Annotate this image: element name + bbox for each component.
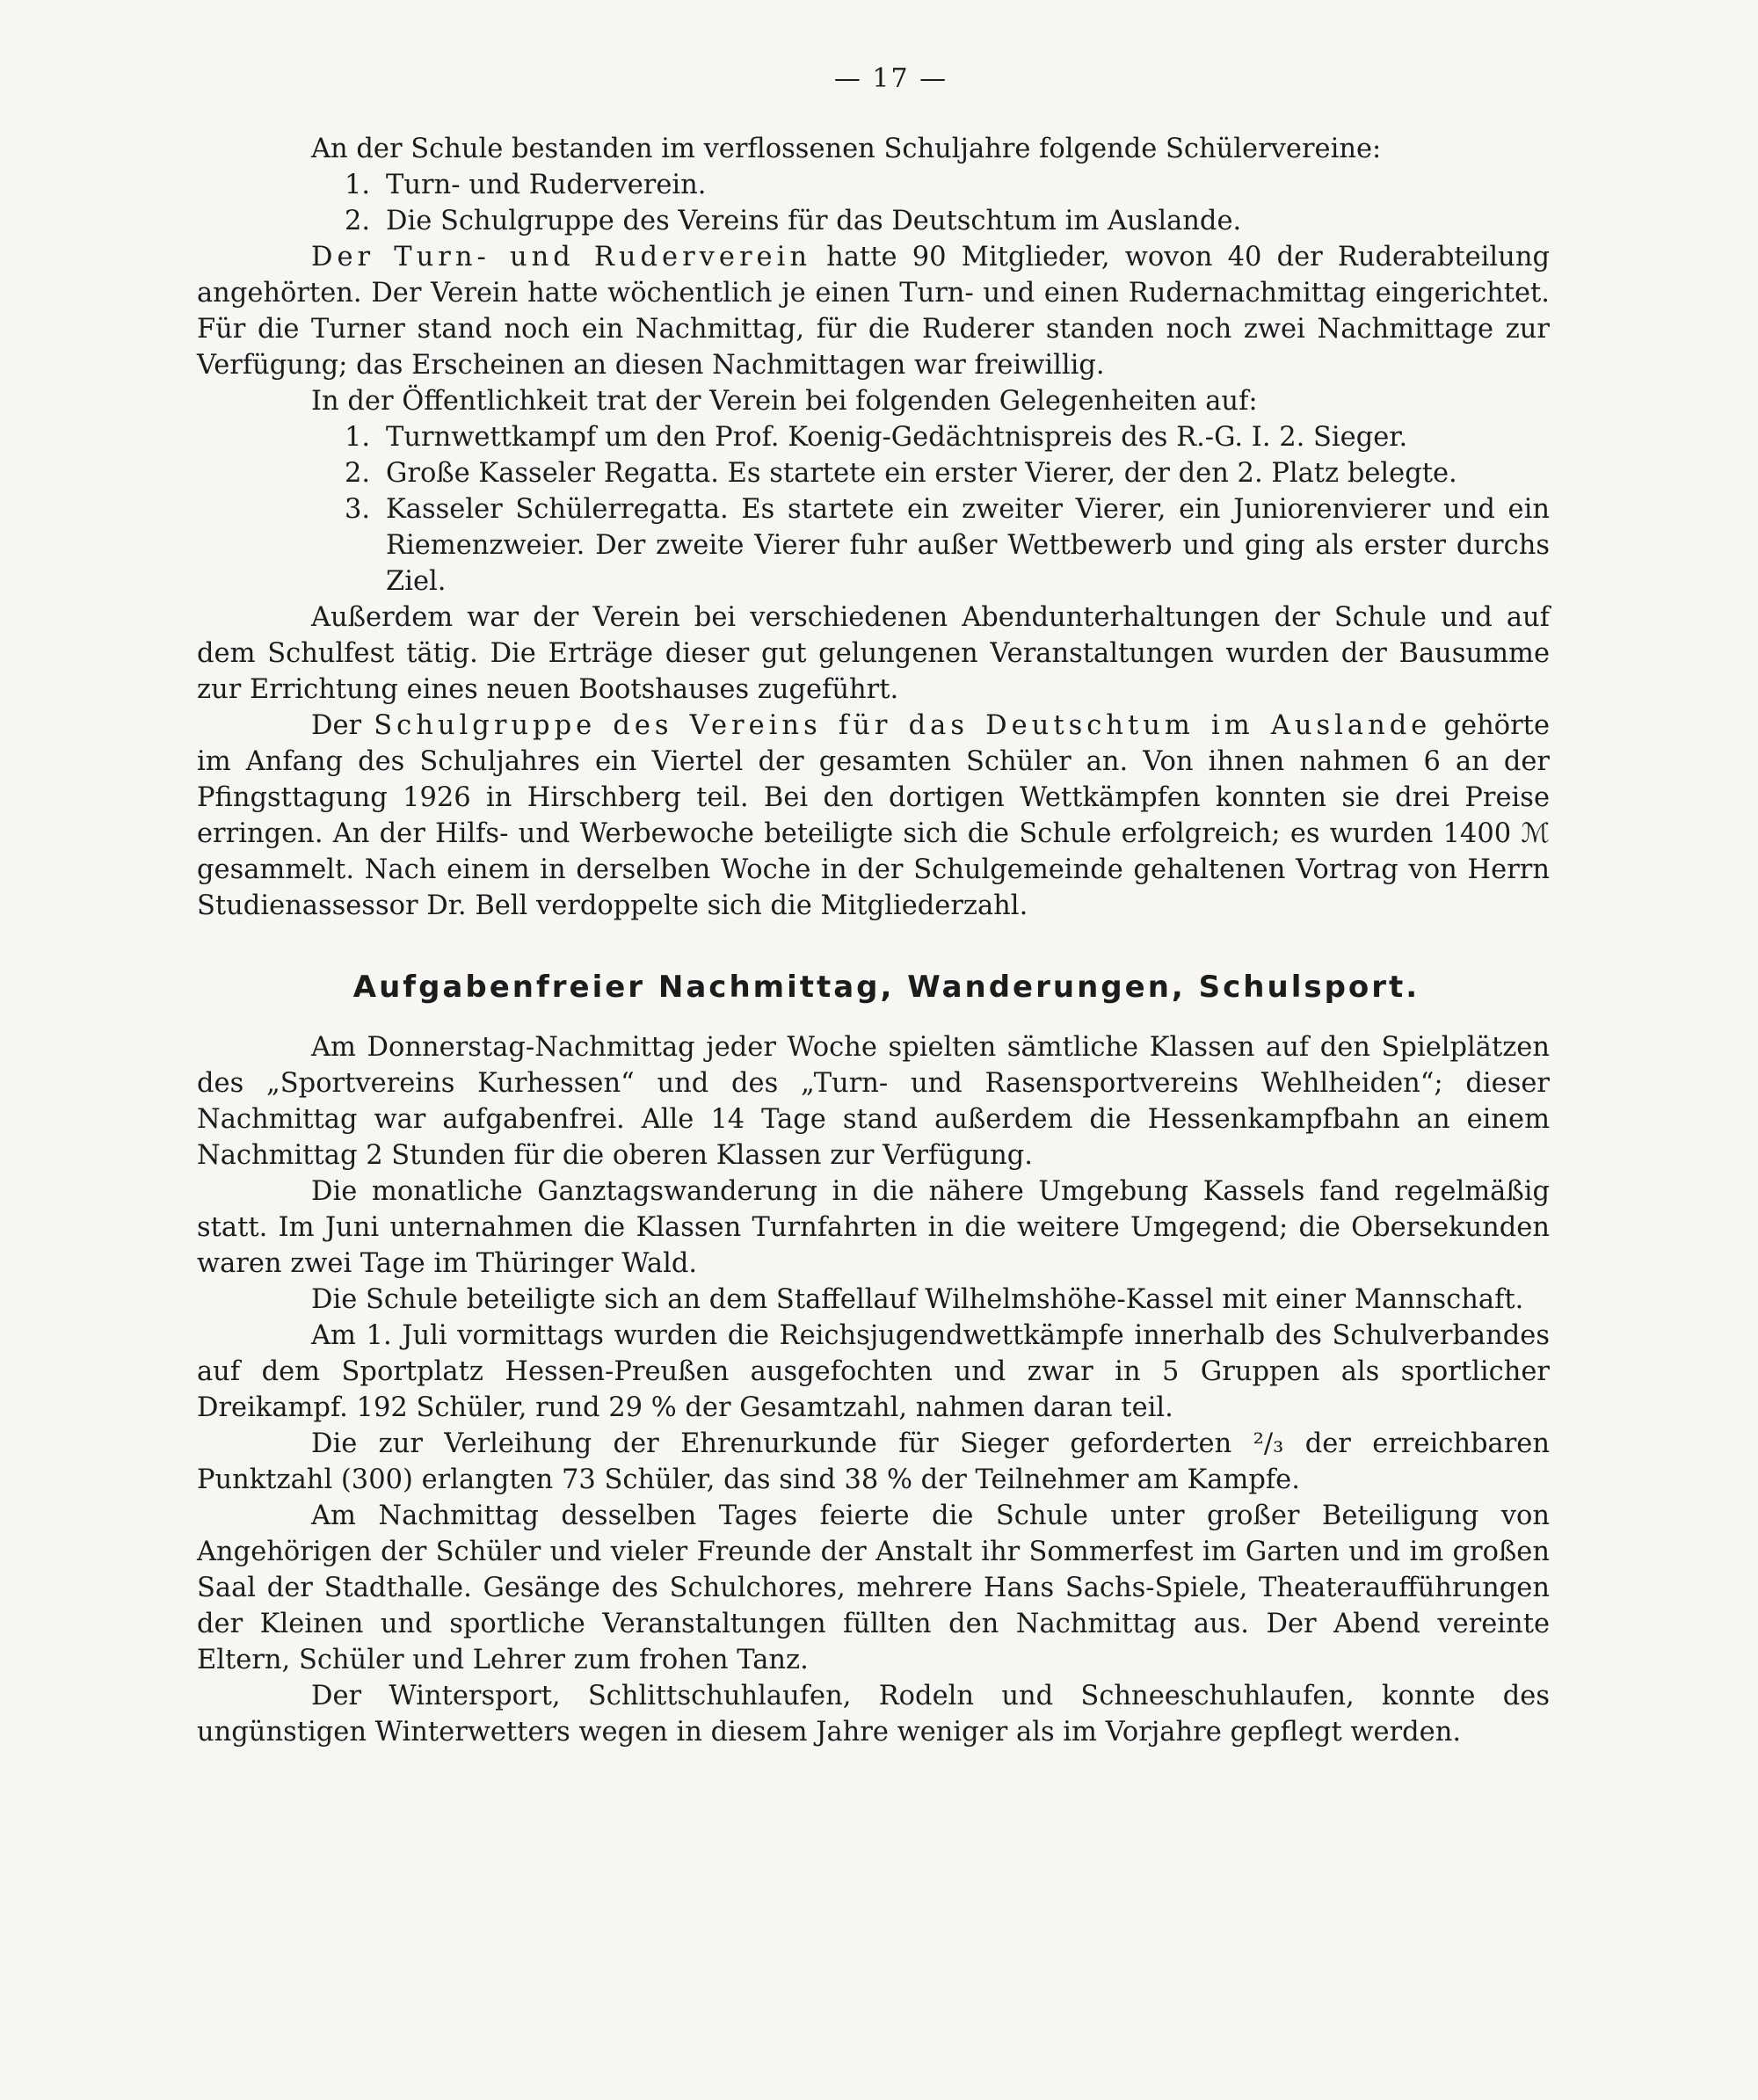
list-number: 2. [345,206,371,236]
schulgruppe-name: Schulgruppe des Vereins für das Deutschtum im Auslande [374,710,1432,741]
sport-paragraph: Am Nachmittag desselben Tages feierte die Schule unter großer Beteiligung von Angehörigen der Schüler und vieler Freunde der Anstalt ihr Sommerfest im Garten und im großen Saal der Stadthalle. Gesänge des Schulchores, mehrere Hans Sachs-Spiele, Theateraufführungen der Kleinen und sportliche Veranstaltungen füllten den Nachmittag aus. Der Abend vereinte Eltern, Schüler und Lehrer zum frohen Tanz. [197,1501,1550,1675]
list-text: Große Kasseler Regatta. Es startete ein erster Vierer, der den 2. Platz belegte. [386,458,1457,489]
sport-paragraph: Die zur Verleihung der Ehrenurkunde für Sieger geforderten ²/₃ der erreichbaren Punktzahl (300) erlangten 73 Schüler, das sind 38 % der Teilnehmer am Kampfe. [197,1428,1550,1495]
sport-paragraph: Am 1. Juli vormittags wurden die Reichsjugendwettkämpfe innerhalb des Schulverbandes auf dem Sportplatz Hessen-Preußen ausgefochten und zwar in 5 Gruppen als sportlicher Dreikampf. 192 Schüler, rund 29 % der Gesamtzahl, nahmen daran teil. [197,1320,1550,1423]
list-item [197,491,1550,599]
page-number: — 17 — [833,63,948,94]
schulgruppe-text: gehörte im Anfang des Schuljahres ein Viertel der gesamten Schüler an. Von ihnen nahmen 6 an der Pfingsttagung 1926 in Hirschberg teil. Bei den dortigen Wettkämpfen konnten sie drei Preise erringen. An der Hilfs- und Werbewoche beteiligte sich die Schule erfolgreich; es wurden 1400 ℳ gesammelt. Nach einem in derselben Woche in der Schulgemeinde gehaltenen Vortrag von Herrn Studienassessor Dr. Bell verdoppelte sich die Mitgliederzahl. [197,710,1550,921]
public-paragraph: In der Öffentlichkeit trat der Verein bei folgenden Gelegenheiten auf: [311,386,1258,417]
intro-paragraph: An der Schule bestanden im verflossenen Schuljahre folgende Schülervereine: [311,134,1382,164]
list-text: Turnwettkampf um den Prof. Koenig-Gedächtnispreis des R.-G. I. 2. Sieger. [386,422,1408,453]
schulgruppe-paragraph [197,708,1550,924]
ausserdem-paragraph: Außerdem war der Verein bei verschiedenen Abendunterhaltungen der Schule und auf dem Schulfest tätig. Die Erträge dieser gut gelungenen Veranstaltungen wurden der Bausumme zur Errichtung eines neuen Bootshauses zugeführt. [197,602,1550,705]
events-list [197,419,1550,599]
sport-paragraph: Der Wintersport, Schlittschuhlaufen, Rodeln und Schneeschuhlaufen, konnte des ungünstigen Winterwetters wegen in diesem Jahre weniger als im Vorjahre gepflegt werden. [197,1681,1550,1748]
list-text: Turn- und Ruderverein. [386,170,707,200]
list-item [197,455,1550,491]
schulgruppe-lead: Der [311,710,374,741]
list-item [197,419,1550,455]
list-text: Die Schulgruppe des Vereins für das Deutschtum im Auslande. [386,206,1242,236]
list-number: 3. [345,494,371,525]
sport-paragraph: Am Donnerstag-Nachmittag jeder Woche spielten sämtliche Klassen auf den Spielplätzen des „Sportvereins Kurhessen“ und des „Turn- und Rasensportvereins Wehlheiden“; dieser Nachmittag war aufgabenfrei. Alle 14 Tage stand außerdem die Hessenkampfbahn an einem Nachmittag 2 Stunden für die oberen Klassen zur Verfügung. [197,1032,1550,1171]
sport-paragraph: Die monatliche Ganztagswanderung in die nähere Umgebung Kassels fand regelmäßig statt. Im Juni unternahmen die Klassen Turnfahrten in die weitere Umgegend; die Obersekunden waren zwei Tage im Thüringer Wald. [197,1176,1550,1279]
list-number: 1. [345,422,371,453]
list-number: 1. [345,170,371,200]
list-item [197,167,1550,203]
turnverein-paragraph [197,239,1550,383]
turnverein-text: hatte 90 Mitglieder, wovon 40 der Ruderabteilung angehörten. Der Verein hatte wöchentlich je einen Turn- und einen Rudernachmittag eingerichtet. Für die Turner stand noch ein Nachmittag, für die Ruderer standen noch zwei Nachmittage zur Verfügung; das Erscheinen an diesen Nachmittagen war freiwillig. [197,242,1550,381]
clubs-list [197,167,1550,239]
list-item [197,203,1550,239]
list-number: 2. [345,458,371,489]
section-heading: Aufgabenfreier Nachmittag, Wanderungen, Schulsport. [352,970,1420,1005]
turnverein-name: Der Turn- und Ruderverein [311,242,811,272]
sport-paragraph: Die Schule beteiligte sich an dem Staffellauf Wilhelmshöhe-Kassel mit einer Mannschaft. [311,1284,1524,1315]
list-text: Kasseler Schülerregatta. Es startete ein zweiter Vierer, ein Juniorenvierer und ein Riemenzweier. Der zweite Vierer fuhr außer Wettbewerb und ging als erster durchs Ziel. [386,494,1550,597]
